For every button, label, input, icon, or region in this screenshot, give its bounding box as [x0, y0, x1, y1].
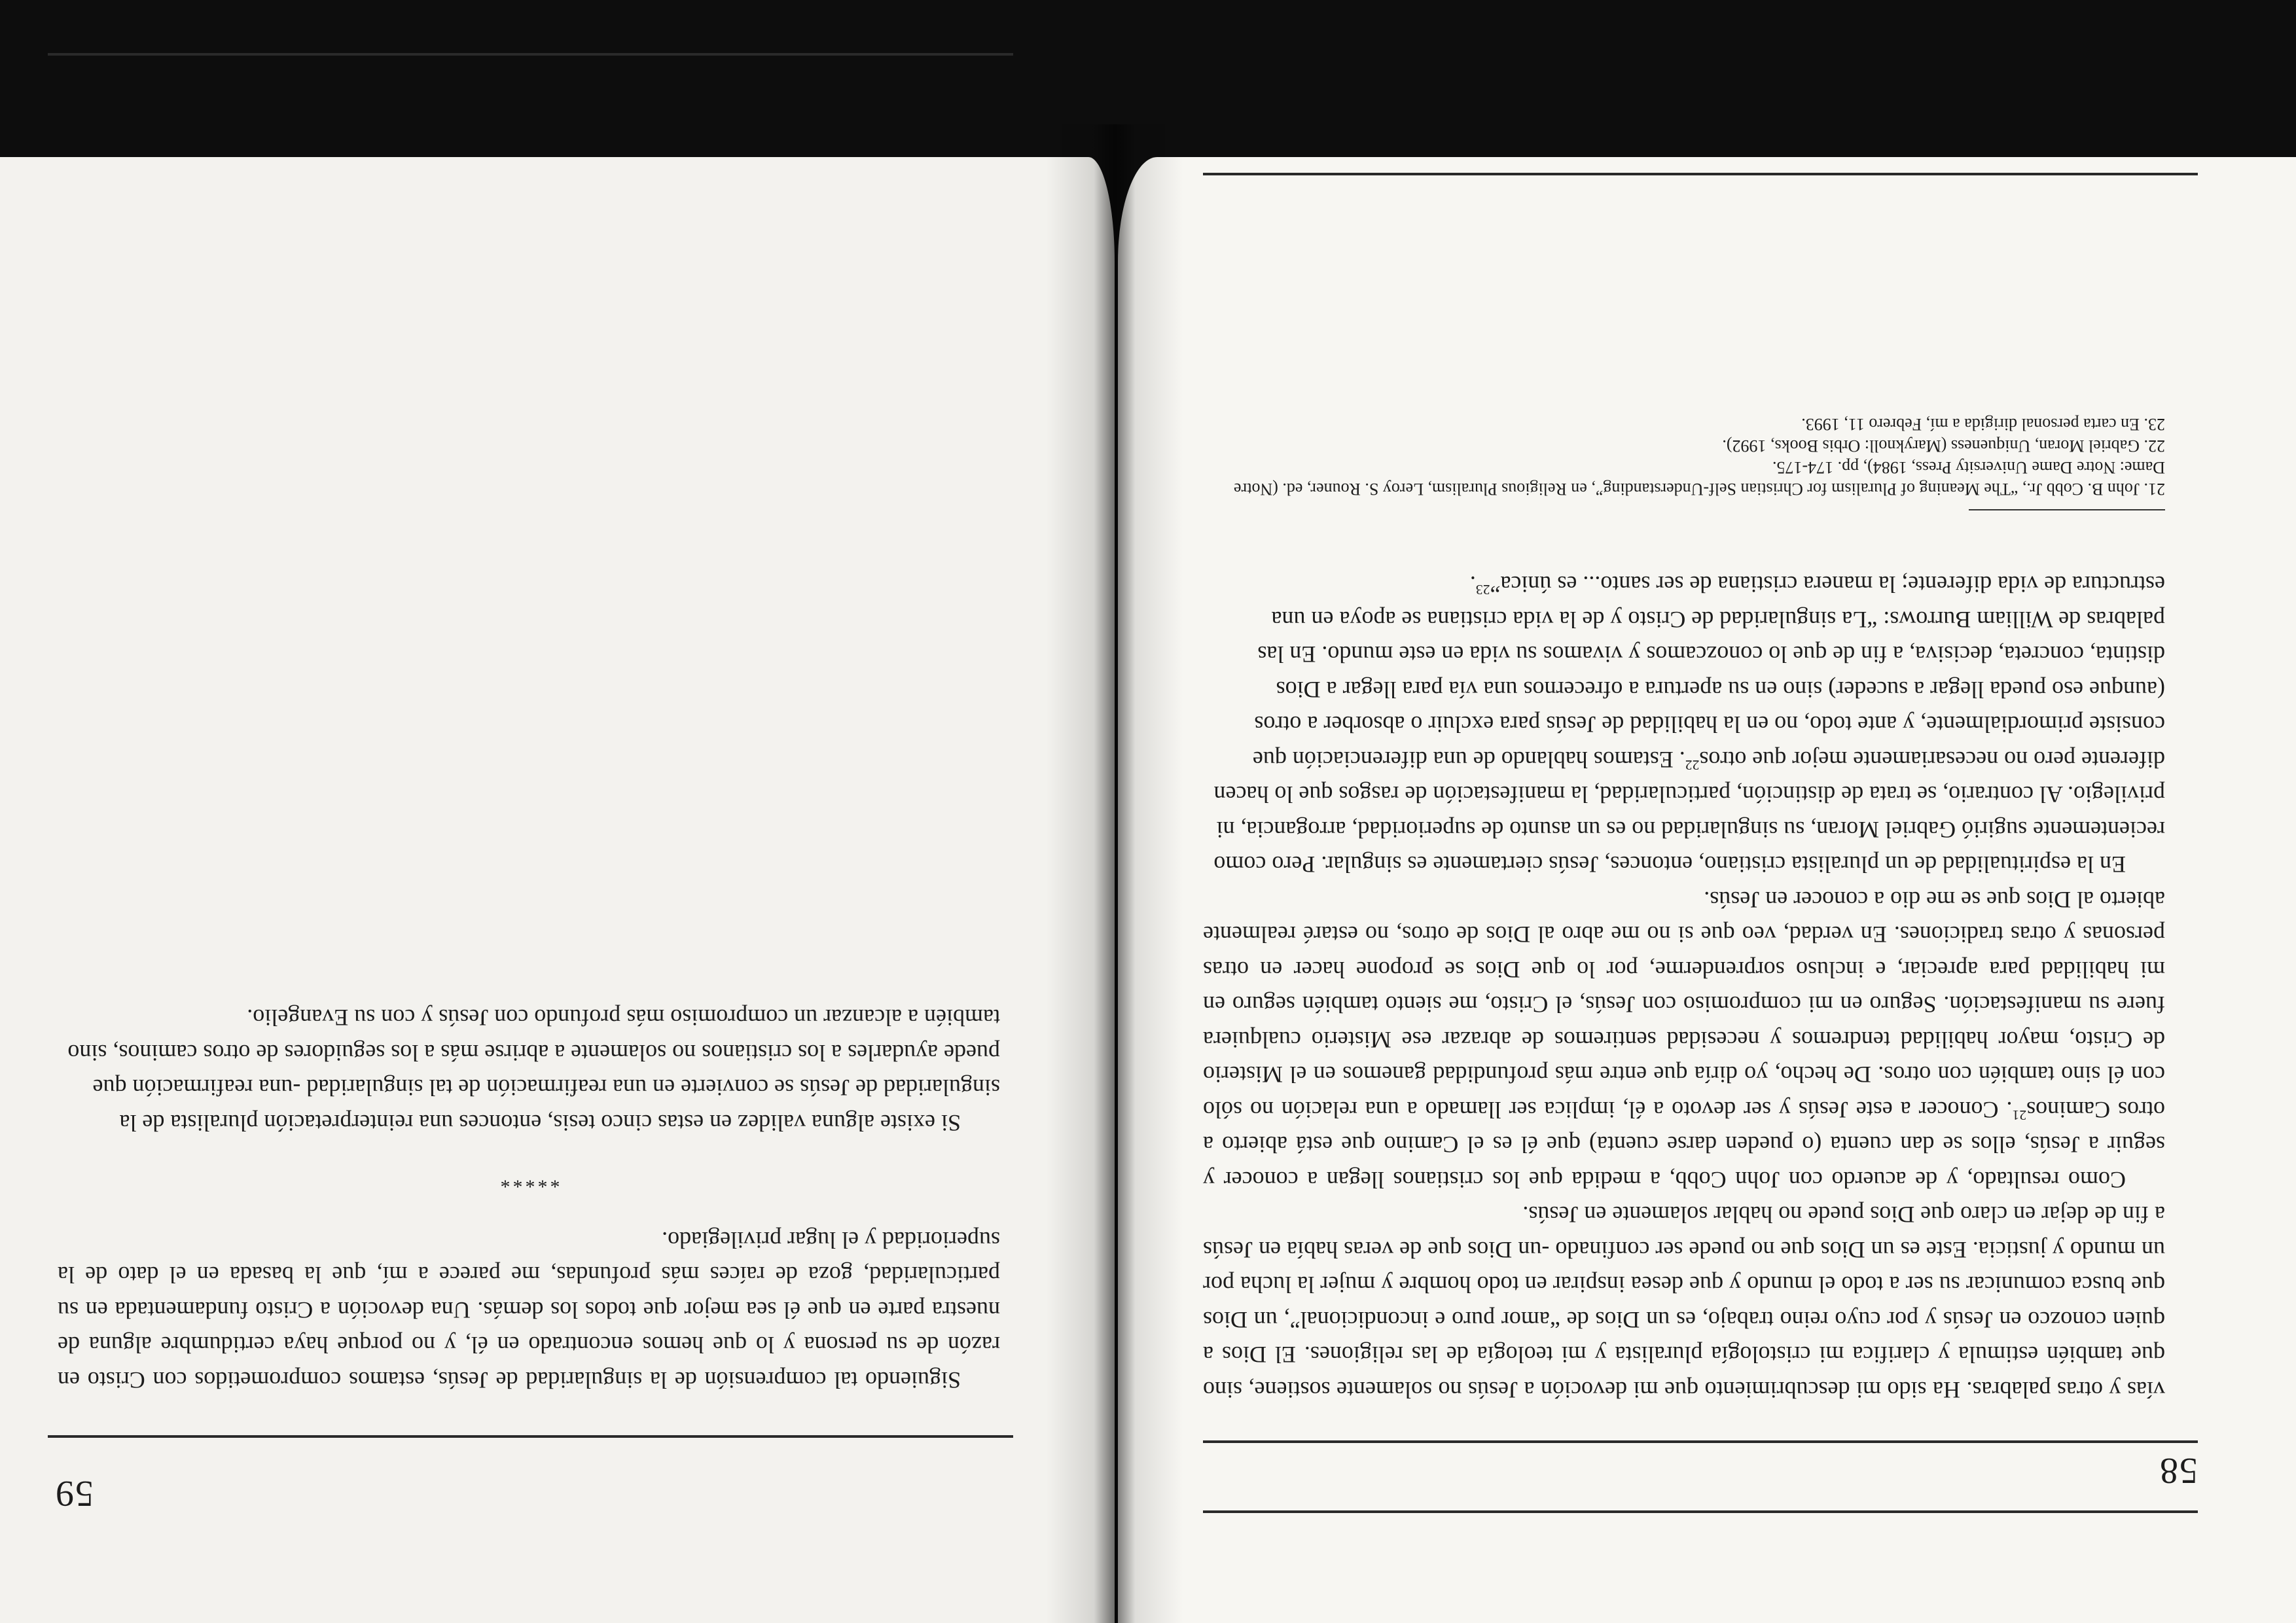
header-rule-bottom [1203, 1440, 2198, 1443]
paragraph-cobb [1203, 882, 2165, 1198]
body-text-column [58, 1000, 1000, 1397]
footnote-21: 21. John B. Cobb Jr., “The Meaning of Pluralism for Christian Self-Understanding”, en Religious Pluralism, Leroy S. Rouner, ed. (Notre Dame: Notre Dame University Press, 1984), pp. 174-175. [1234, 458, 2165, 499]
paragraph-text: . Conocer a este Jesús y ser devoto a él, implica ser llamado a una relación no sólo con él sino también con otros. De hecho, yo diría que entre más profundidad ganemos en el Misterio de Cristo, mayor habilidad tendremos y necesidad sentiremos de abrazar ese Misterio cualquiera fuere su manifestación. Seguro en mi compromiso con Jesús, el Cristo, me siento también seguro en mi habilidad para apreciar, e incluso sorprenderme, por lo que Dios se propone hacer en otras personas y otras tradiciones. En verdad, veo que si no me abro al Dios de otros, no estaré realmente abierto al Dios que se me dio a conocer en Jesús. [1203, 887, 2165, 1123]
paragraph-spirituality [1203, 567, 2165, 882]
page-59 [0, 157, 1115, 1623]
gutter-shadow [1046, 124, 1183, 1623]
paragraph-continued [1203, 1197, 2165, 1407]
footnote-23: 23. En carta personal dirigida a mí, Febrero 11, 1993. [1801, 415, 2165, 434]
footnote-ref: 23 [1475, 582, 1490, 598]
footnote-rule [1969, 509, 2165, 510]
paragraph-conclusion: Si existe alguna validez en estas cinco tesis, entonces una reinterpretación pluralista de la singularidad de Jesús se convierte en una reafirmación de tal singularidad -una reafirmación que puede ayudarles a los cristianos no solamente a abrirse más a los seguidores de otros caminos, sino también a alcanzar un compromiso más profundo con Jesús y con su Evangelio. [67, 1005, 1000, 1136]
footer-rule [1203, 173, 2198, 175]
page-58 [1118, 157, 2296, 1623]
body-text-column [1203, 567, 2165, 1407]
page-number: 59 [54, 1473, 94, 1514]
paragraph-text: . Estamos hablando de una diferenciación que consiste primordialmente, y ante todo, no en la habilidad de Jesús para excluir o absorber a otros (aunque eso pueda llegar a suceder) sino en su apertura a ofrecernos una vía para llegar a Dios distinta, concreta, decisiva, a fin de que lo conozcamos y vivamos su vida en este mundo. En las palabras de William Burrows: “La singularidad de Cristo y de la vida cristiana se apoya en una estructura de vida diferente; la manera cristiana de ser santo... es única” [1252, 571, 2165, 773]
header-rule-bottom [48, 53, 1013, 56]
footnote-ref: 22 [1685, 757, 1700, 773]
footnotes [1203, 414, 2165, 510]
paragraph-text: Como resultado, y de acuerdo con John Cobb, a medida que los cristianos llegan a conocer y seguir a Jesús, ellos se dan cuenta (o pueden darse cuenta) que él es el Camino que está abierto a otros Caminos [1203, 1097, 2165, 1193]
footnote-ref: 21 [2012, 1107, 2027, 1123]
paragraph-text: En la espiritualidad de un pluralista cristiano, entonces, Jesús ciertamente es singular. Pero como recientemente sugirió Gabriel Moran, su singularidad no es un asunto de superioridad, arrogancia, ni privilegio. Al contrario, se trata de distinción, particularidad, la manifestación de rasgos que lo hacen diferente pero no necesariamente mejor que otros [1213, 747, 2165, 878]
header-rule-top [48, 1435, 1013, 1438]
header-rule-top [1203, 1510, 2198, 1513]
footnote-22: 22. Gabriel Moran, Uniqueness (Maryknoll: Orbis Books, 1992). [1722, 437, 2165, 455]
paragraph-text: . [1469, 571, 1476, 598]
paragraph-text: vías y otras palabras. Ha sido mi descubrimiento que mi devoción a Jesús no solamente sostiene, sino que también estimula y clarifica mi cristología pluralista y mi teología de las religiones. El Dios a quien conozco en Jesús y por cuyo reino trabajo, es un Dios de “amor puro e incondicional”, un Dios que busca comunicar su ser a todo el mundo y que desea inspirar en todo hombre y mujer la lucha por un mundo y justicia. Este es un Dios que no puede ser confinado -un Dios que de veras había en Jesús a fin de dejar en claro que Dios puede no hablar solamente en Jesús. [1203, 1202, 2165, 1403]
paragraph-understanding: Siguiendo tal comprensión de la singularidad de Jesús, estamos comprometidos con Cristo en razón de su persona y lo que hemos encontrado en él, y no porque haya certidumbre alguna de nuestra parte en que él sea mejor que todos los demás. Una devoción a Cristo fundamentada en su particularidad, goza de raíces más profundas, me parece a mí, que la basada en el dato de la superioridad y el lugar privilegiado. [58, 1227, 1000, 1393]
page-number: 58 [2159, 1450, 2198, 1491]
section-separator: ***** [497, 1170, 560, 1192]
